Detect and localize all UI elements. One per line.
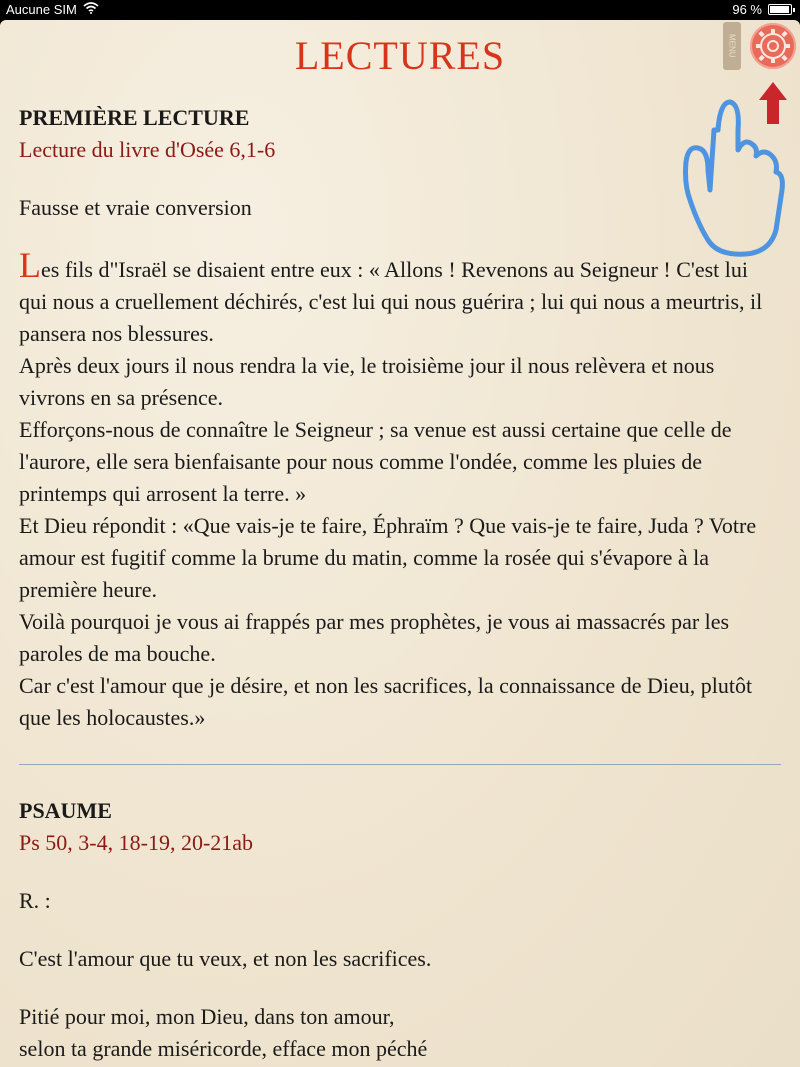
status-bar	[0, 0, 800, 20]
psalm-verse-line: selon ta grande miséricorde, efface mon péché	[19, 1036, 428, 1061]
psalm-refrain: C'est l'amour que tu veux, et non les sacrifices.	[19, 946, 432, 971]
dropcap-letter: L	[19, 245, 41, 285]
reading1-paragraph	[19, 245, 781, 350]
reading1-subtitle: Fausse et vraie conversion	[19, 195, 252, 220]
psalm-verse-line: Pitié pour moi, mon Dieu, dans ton amour,	[19, 1004, 395, 1029]
page-title: LECTURES	[294, 33, 506, 78]
settings-button[interactable]	[750, 23, 796, 69]
wifi-icon	[83, 2, 99, 17]
reading1-heading: PREMIÈRE LECTURE	[19, 105, 250, 130]
psalm-reference: Ps 50, 3-4, 18-19, 20-21ab	[19, 830, 254, 855]
reading-page[interactable]	[0, 20, 800, 1067]
reading1-line: Après deux jours il nous rendra la vie, le troisième jour il nous relèvera et nous vivrons en sa présence.	[19, 353, 715, 410]
status-right	[732, 2, 792, 17]
reading1-line: es fils d"Israël se disaient entre eux : « Allons ! Revenons au Seigneur ! C'est lui qui nous a cruellement déchirés, c'est lui qui nous guérira ; lui qui nous a meurtris, il pansera nos blessures.	[19, 257, 763, 346]
section-divider	[19, 764, 781, 765]
psalm-refrain-label: R. :	[19, 888, 51, 913]
menu-tab[interactable]: MENU	[723, 22, 741, 70]
reading1-line: Car c'est l'amour que je désire, et non les sacrifices, la connaissance de Dieu, plutôt que les holocaustes.»	[19, 673, 753, 730]
reading1-line: Voilà pourquoi je vous ai frappés par mes prophètes, je vous ai massacrés par les paroles de ma bouche.	[19, 609, 730, 666]
battery-icon	[768, 4, 792, 15]
reading-content	[19, 102, 781, 1065]
status-left	[6, 2, 99, 17]
battery-percentage: 96 %	[732, 2, 762, 17]
gear-icon	[750, 23, 796, 69]
reading1-line: Et Dieu répondit : «Que vais-je te faire, Éphraïm ? Que vais-je te faire, Juda ? Votre amour est fugitif comme la brume du matin, comme la rosée qui s'évapore à la première heure.	[19, 513, 757, 602]
psalm-heading: PSAUME	[19, 798, 112, 823]
reading1-line: Efforçons-nous de connaître le Seigneur ; sa venue est aussi certaine que celle de l'aurore, elle sera bienfaisante pour nous comme l'ondée, comme les pluies de printemps qui arrosent la terre. »	[19, 417, 732, 506]
reading1-reference: Lecture du livre d'Osée 6,1-6	[19, 137, 276, 162]
carrier-label: Aucune SIM	[6, 2, 77, 17]
battery-fill	[770, 6, 789, 13]
